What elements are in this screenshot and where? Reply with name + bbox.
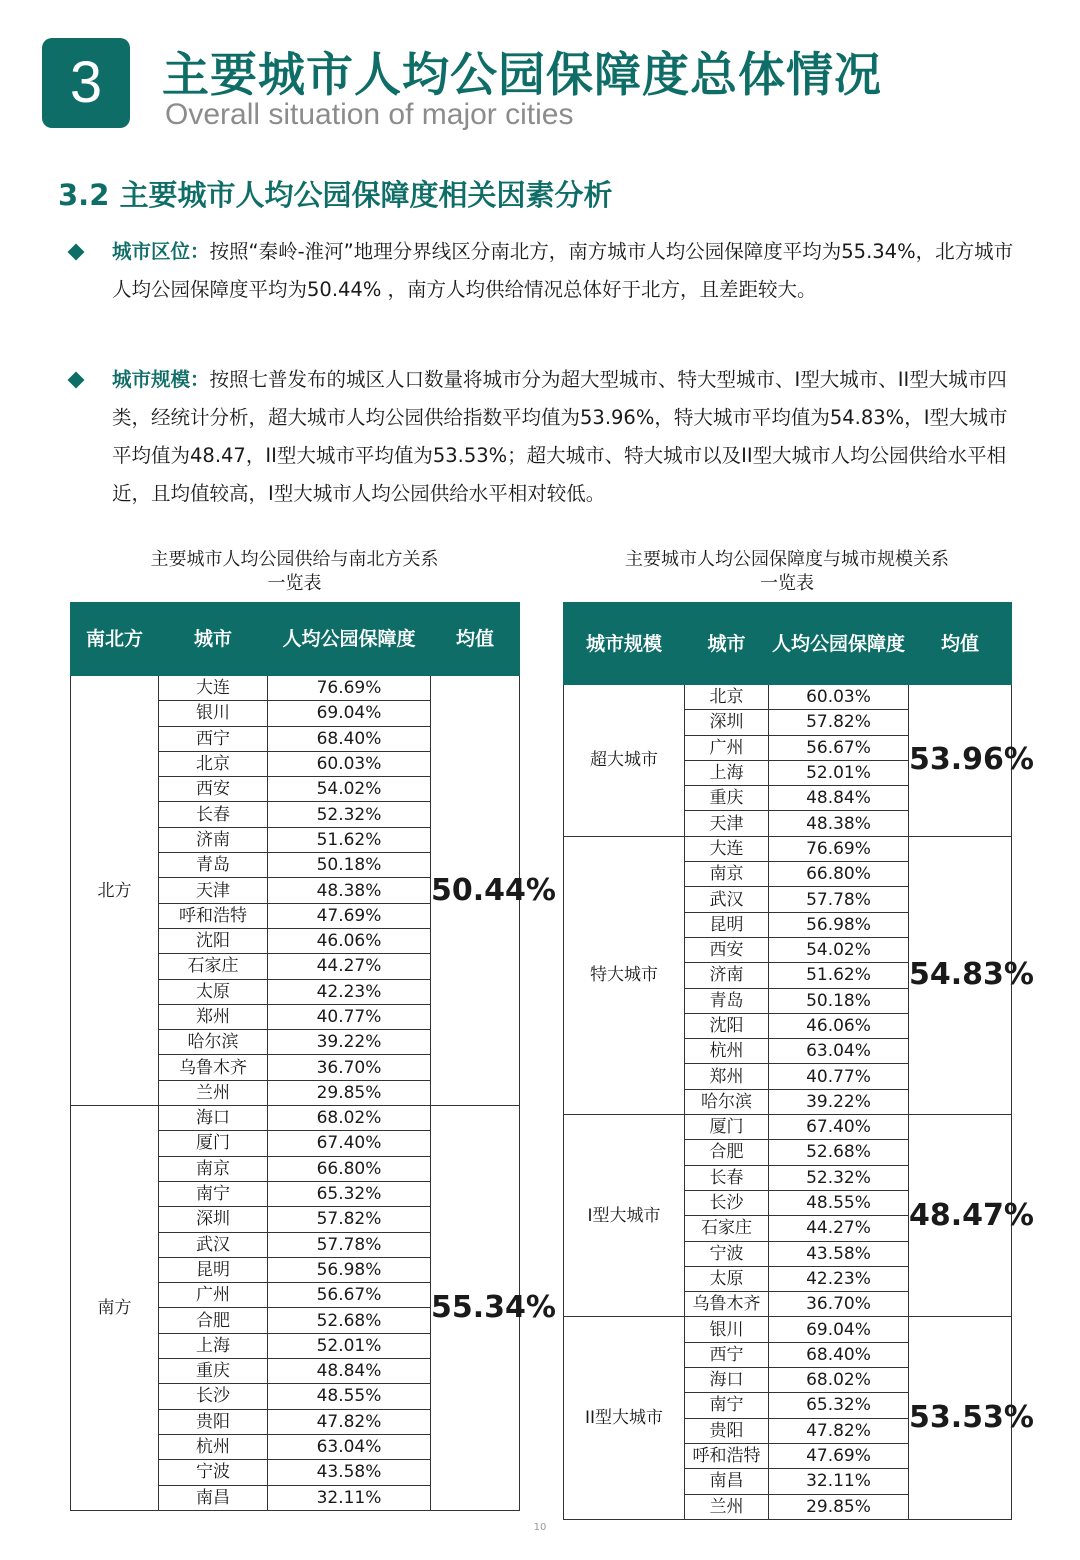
bullet-text: 按照七普发布的城区人口数量将城市分为超大型城市、特大型城市、I型大城市、II型大城市四类，经统计分析，超大城市人均公园供给指数平均值为53.96%，特大城市平均值为54.83%，I型大城市平均值为48.47，II型大城市平均值为53.53%；超大城市、特大城市以及II型大城市人均公园供给水平相近，且均值较高，I型大城市人均公园供给水平相对较低。	[112, 368, 1008, 505]
park-index-cell: 56.67%	[268, 1283, 431, 1308]
group-name-cell: 南方	[71, 1106, 159, 1511]
park-index-cell: 56.67%	[769, 735, 909, 760]
park-index-cell: 50.18%	[268, 853, 431, 878]
park-index-cell: 57.78%	[268, 1232, 431, 1257]
city-cell: 上海	[159, 1333, 268, 1358]
park-index-cell: 60.03%	[769, 685, 909, 710]
park-index-cell: 40.77%	[769, 1064, 909, 1089]
header-park-index: 人均公园保障度	[268, 603, 431, 676]
table2-caption-line2: 一览表	[760, 573, 814, 594]
city-cell: 武汉	[159, 1232, 268, 1257]
city-cell: 乌鲁木齐	[685, 1292, 769, 1317]
page-title: 主要城市人均公园保障度总体情况	[162, 48, 882, 103]
table2-caption	[563, 548, 1011, 596]
park-index-cell: 76.69%	[268, 676, 431, 701]
city-cell: 银川	[685, 1317, 769, 1342]
park-index-cell: 47.69%	[769, 1443, 909, 1468]
city-cell: 南昌	[685, 1469, 769, 1494]
city-cell: 太原	[159, 979, 268, 1004]
park-index-cell: 63.04%	[268, 1434, 431, 1459]
table-row	[564, 1115, 1012, 1140]
header-scale: 城市规模	[564, 603, 685, 685]
park-index-cell: 43.58%	[769, 1241, 909, 1266]
city-cell: 长沙	[159, 1384, 268, 1409]
city-cell: 长春	[685, 1165, 769, 1190]
park-index-cell: 46.06%	[769, 1013, 909, 1038]
city-cell: 呼和浩特	[159, 903, 268, 928]
table1-caption	[70, 548, 519, 596]
group-average-cell: 50.44%	[431, 676, 520, 1106]
table1-caption-line1: 主要城市人均公园供给与南北方关系	[150, 549, 439, 570]
city-cell: 郑州	[159, 1004, 268, 1029]
table1-caption-line2: 一览表	[267, 573, 322, 594]
park-index-cell: 48.84%	[769, 786, 909, 811]
city-cell: 青岛	[685, 988, 769, 1013]
city-cell: 西宁	[685, 1342, 769, 1367]
city-cell: 长沙	[685, 1190, 769, 1215]
table-row	[71, 1106, 520, 1131]
city-cell: 深圳	[685, 710, 769, 735]
park-index-cell: 56.98%	[769, 912, 909, 937]
table-row	[564, 1317, 1012, 1342]
city-scale-table	[563, 602, 1034, 1520]
city-cell: 哈尔滨	[159, 1030, 268, 1055]
city-cell: 石家庄	[685, 1216, 769, 1241]
city-cell: 济南	[685, 963, 769, 988]
city-cell: 乌鲁木齐	[159, 1055, 268, 1080]
park-index-cell: 32.11%	[268, 1485, 431, 1510]
park-index-cell: 39.22%	[769, 1089, 909, 1114]
park-index-cell: 36.70%	[268, 1055, 431, 1080]
group-name-cell: II型大城市	[564, 1317, 685, 1519]
park-index-cell: 47.69%	[268, 903, 431, 928]
header-average: 均值	[909, 603, 1012, 685]
park-index-cell: 44.27%	[769, 1216, 909, 1241]
park-index-cell: 42.23%	[268, 979, 431, 1004]
table-row	[564, 685, 1012, 710]
park-index-cell: 68.40%	[268, 726, 431, 751]
bullet-city-scale	[70, 361, 1015, 513]
header-city: 城市	[685, 603, 769, 685]
park-index-cell: 29.85%	[268, 1080, 431, 1105]
city-cell: 北京	[685, 685, 769, 710]
page-number: 10	[533, 1522, 547, 1533]
group-name-cell: 北方	[71, 676, 159, 1106]
city-cell: 合肥	[685, 1140, 769, 1165]
park-index-cell: 66.80%	[268, 1156, 431, 1181]
city-cell: 海口	[159, 1106, 268, 1131]
table-row	[564, 836, 1012, 861]
city-cell: 深圳	[159, 1207, 268, 1232]
city-cell: 天津	[685, 811, 769, 836]
park-index-cell: 52.68%	[268, 1308, 431, 1333]
north-south-table	[70, 602, 556, 1511]
city-cell: 长春	[159, 802, 268, 827]
city-cell: 杭州	[159, 1434, 268, 1459]
city-cell: 太原	[685, 1266, 769, 1291]
city-cell: 南宁	[685, 1393, 769, 1418]
park-index-cell: 67.40%	[268, 1131, 431, 1156]
park-index-cell: 76.69%	[769, 836, 909, 861]
park-index-cell: 32.11%	[769, 1469, 909, 1494]
city-cell: 厦门	[159, 1131, 268, 1156]
header-park-index: 人均公园保障度	[769, 603, 909, 685]
city-cell: 西安	[159, 777, 268, 802]
city-cell: 贵阳	[159, 1409, 268, 1434]
city-cell: 北京	[159, 751, 268, 776]
group-name-cell: 超大城市	[564, 685, 685, 837]
diamond-bullet-icon	[68, 372, 85, 389]
park-index-cell: 46.06%	[268, 928, 431, 953]
park-index-cell: 66.80%	[769, 862, 909, 887]
group-average-cell: 54.83%	[909, 836, 1012, 1114]
park-index-cell: 48.38%	[769, 811, 909, 836]
city-cell: 沈阳	[159, 928, 268, 953]
park-index-cell: 50.18%	[769, 988, 909, 1013]
city-cell: 大连	[159, 676, 268, 701]
park-index-cell: 39.22%	[268, 1030, 431, 1055]
park-index-cell: 65.32%	[769, 1393, 909, 1418]
park-index-cell: 43.58%	[268, 1460, 431, 1485]
park-index-cell: 48.55%	[769, 1190, 909, 1215]
park-index-cell: 60.03%	[268, 751, 431, 776]
park-index-cell: 52.32%	[769, 1165, 909, 1190]
section-heading: 3.2 主要城市人均公园保障度相关因素分析	[58, 178, 613, 212]
group-average-cell: 48.47%	[909, 1115, 1012, 1317]
table2-caption-line1: 主要城市人均公园保障度与城市规模关系	[625, 549, 949, 570]
group-name-cell: I型大城市	[564, 1115, 685, 1317]
city-cell: 合肥	[159, 1308, 268, 1333]
park-index-cell: 68.40%	[769, 1342, 909, 1367]
header-region: 南北方	[71, 603, 159, 676]
city-cell: 广州	[159, 1283, 268, 1308]
park-index-cell: 47.82%	[268, 1409, 431, 1434]
group-average-cell: 55.34%	[431, 1106, 520, 1511]
city-cell: 天津	[159, 878, 268, 903]
city-cell: 宁波	[159, 1460, 268, 1485]
city-cell: 重庆	[685, 786, 769, 811]
park-index-cell: 48.38%	[268, 878, 431, 903]
city-cell: 哈尔滨	[685, 1089, 769, 1114]
park-index-cell: 57.82%	[769, 710, 909, 735]
city-cell: 海口	[685, 1368, 769, 1393]
city-cell: 银川	[159, 701, 268, 726]
park-index-cell: 69.04%	[268, 701, 431, 726]
header-average: 均值	[431, 603, 520, 676]
park-index-cell: 40.77%	[268, 1004, 431, 1029]
park-index-cell: 47.82%	[769, 1418, 909, 1443]
park-index-cell: 67.40%	[769, 1115, 909, 1140]
park-index-cell: 42.23%	[769, 1266, 909, 1291]
park-index-cell: 36.70%	[769, 1292, 909, 1317]
city-cell: 青岛	[159, 853, 268, 878]
city-cell: 呼和浩特	[685, 1443, 769, 1468]
city-cell: 重庆	[159, 1359, 268, 1384]
city-cell: 上海	[685, 760, 769, 785]
park-index-cell: 68.02%	[268, 1106, 431, 1131]
park-index-cell: 54.02%	[769, 937, 909, 962]
group-average-cell: 53.53%	[909, 1317, 1012, 1519]
park-index-cell: 57.78%	[769, 887, 909, 912]
diamond-bullet-icon	[68, 244, 85, 261]
city-cell: 昆明	[685, 912, 769, 937]
city-cell: 南京	[159, 1156, 268, 1181]
city-cell: 大连	[685, 836, 769, 861]
city-cell: 杭州	[685, 1039, 769, 1064]
city-cell: 兰州	[685, 1494, 769, 1519]
city-cell: 南京	[685, 862, 769, 887]
park-index-cell: 65.32%	[268, 1181, 431, 1206]
city-cell: 宁波	[685, 1241, 769, 1266]
city-cell: 贵阳	[685, 1418, 769, 1443]
park-index-cell: 51.62%	[769, 963, 909, 988]
page-subtitle: Overall situation of major cities	[165, 98, 574, 131]
bullet-label: 城市规模：	[112, 368, 210, 391]
bullet-text: 按照“秦岭-淮河”地理分界线区分南北方，南方城市人均公园保障度平均为55.34%，北方城市人均公园保障度平均为50.44% ，南方人均供给情况总体好于北方，且差距较大。	[112, 240, 1014, 301]
park-index-cell: 68.02%	[769, 1368, 909, 1393]
park-index-cell: 52.32%	[268, 802, 431, 827]
park-index-cell: 52.68%	[769, 1140, 909, 1165]
park-index-cell: 54.02%	[268, 777, 431, 802]
city-cell: 西宁	[159, 726, 268, 751]
section-number-badge: 3	[42, 38, 130, 128]
city-cell: 昆明	[159, 1257, 268, 1282]
city-cell: 南昌	[159, 1485, 268, 1510]
park-index-cell: 48.84%	[268, 1359, 431, 1384]
city-cell: 广州	[685, 735, 769, 760]
bullet-label: 城市区位：	[112, 240, 210, 263]
city-cell: 石家庄	[159, 954, 268, 979]
city-cell: 南宁	[159, 1181, 268, 1206]
bullet-city-location	[70, 233, 1015, 309]
city-cell: 西安	[685, 937, 769, 962]
park-index-cell: 69.04%	[769, 1317, 909, 1342]
park-index-cell: 56.98%	[268, 1257, 431, 1282]
city-cell: 厦门	[685, 1115, 769, 1140]
table-row	[71, 676, 520, 701]
group-name-cell: 特大城市	[564, 836, 685, 1114]
park-index-cell: 29.85%	[769, 1494, 909, 1519]
park-index-cell: 52.01%	[769, 760, 909, 785]
park-index-cell: 44.27%	[268, 954, 431, 979]
city-cell: 兰州	[159, 1080, 268, 1105]
park-index-cell: 57.82%	[268, 1207, 431, 1232]
city-cell: 济南	[159, 827, 268, 852]
city-cell: 沈阳	[685, 1013, 769, 1038]
park-index-cell: 52.01%	[268, 1333, 431, 1358]
header-city: 城市	[159, 603, 268, 676]
group-average-cell: 53.96%	[909, 685, 1012, 837]
city-cell: 郑州	[685, 1064, 769, 1089]
park-index-cell: 63.04%	[769, 1039, 909, 1064]
park-index-cell: 51.62%	[268, 827, 431, 852]
city-cell: 武汉	[685, 887, 769, 912]
park-index-cell: 48.55%	[268, 1384, 431, 1409]
